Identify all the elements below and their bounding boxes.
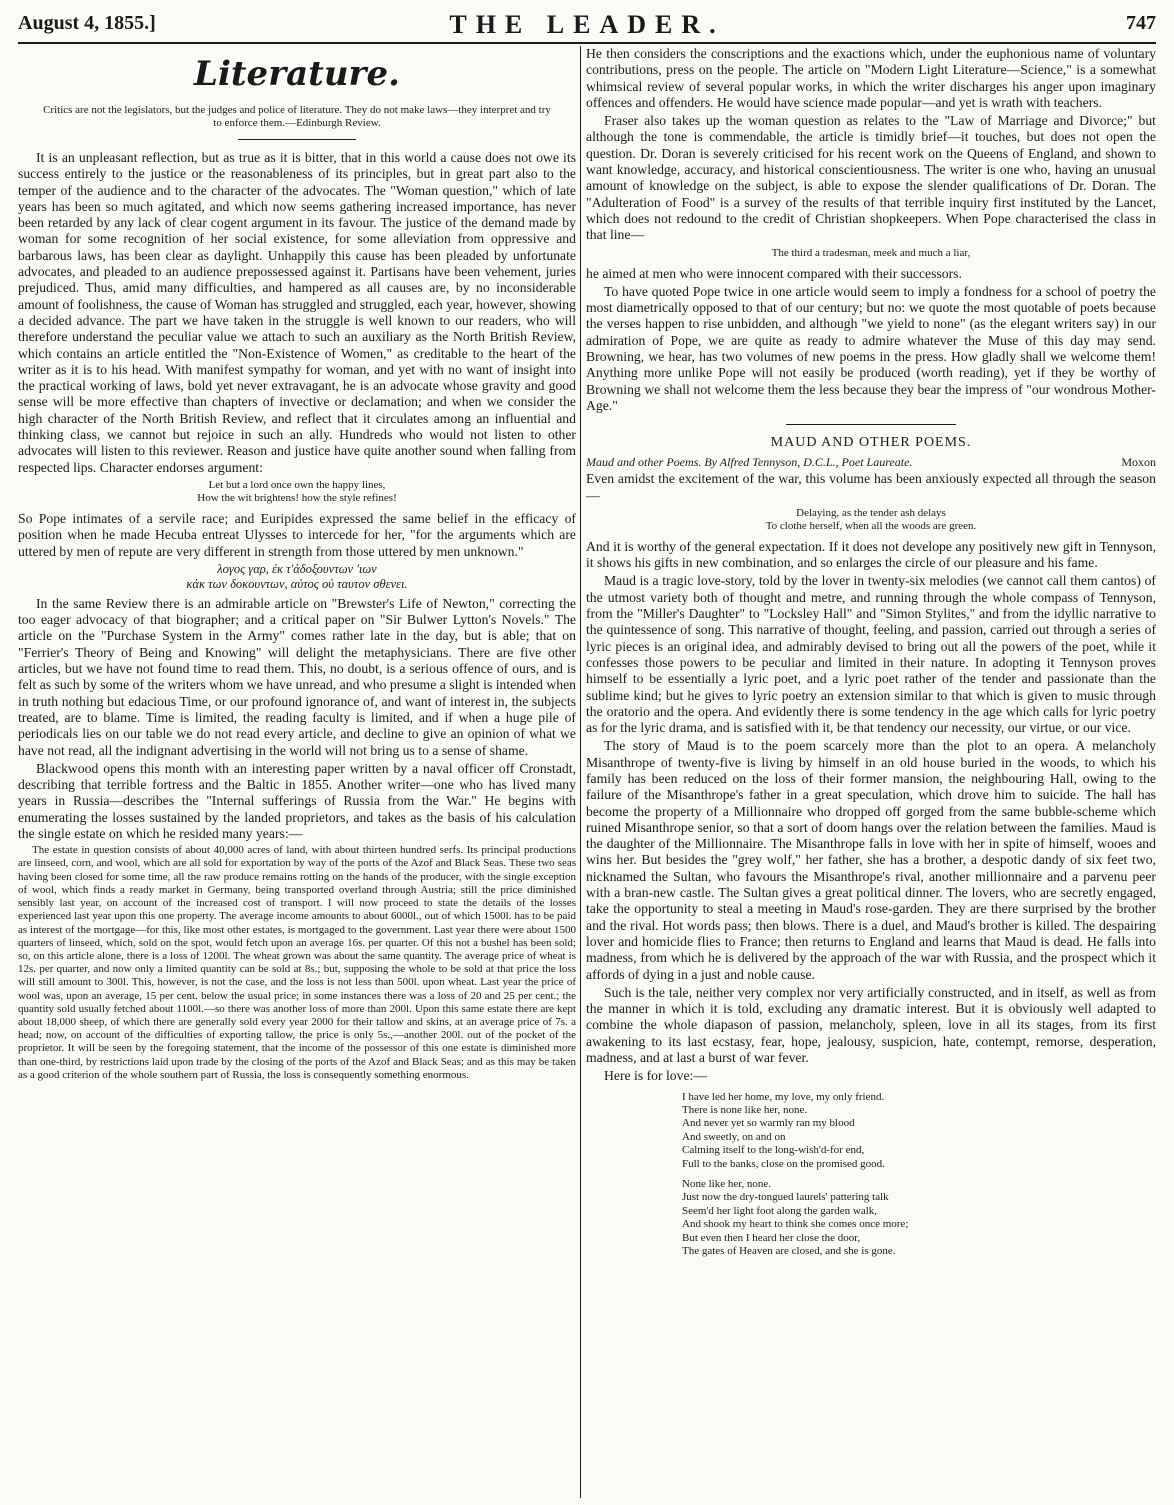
poem-line: None like her, none. (682, 1178, 772, 1191)
poem-line: Seem'd her light foot along the garden walk, (682, 1204, 878, 1217)
bibliographic-line (586, 455, 1156, 469)
poem-extract (682, 1091, 1156, 1259)
section-heading: Literature. (194, 54, 400, 94)
poem-line: I have led her home, my love, my only friend. (682, 1090, 885, 1103)
review-title: MAUD AND OTHER POEMS. (770, 435, 972, 451)
greek-line: λογος γαρ, ἐκ τ'ἀδοξουντων 'ιων (217, 561, 377, 576)
paragraph: He then considers the conscriptions and the exactions which, under the euphonious name of voluntary contributions, press on the people. The article on "Modern Light Literature—Science," is a somewhat whimsical review of several popular works, in which the writer discharges his anger upon imaginary offences and offenders. He would have science made popular—and yet is wrath with teachers. (586, 46, 1156, 110)
paragraph: In the same Review there is an admirable article on "Brewster's Life of Newton," correcting the too eager advocacy of that biographer; and a critical paper on "Sir Bulwer Lytton's Novels." The article on the "Purchase System in the Army" comes rather late in the day, but is able; that on "Ferrier's Theory of Being and Knowing" will delight the metaphysicians. There are five other articles, but we have not found time to read them. This, no doubt, is a serious offence of ours, and is felt as such by some of the writers whom we have unread, and who presume a slight is intended when in truth nothing but edacious Time, or our profound ignorance of, and want of interest in, the subjects treated, are to blame. Time is limited, the reading faculty is limited, and if when a huge pile of periodicals lies on our table we do not read every article, and decline to give an opinion of what we have not read, all the indignant advertising in the world will not bring us to a sense of shame. (18, 595, 576, 758)
verse-quote (18, 479, 576, 505)
book-citation: Maud and other Poems. By Alfred Tennyson, D.C.L., Poet Laureate. (586, 455, 913, 470)
page-number: 747 (1126, 12, 1156, 34)
poem-line: But even then I heard her close the door, (682, 1231, 861, 1244)
poem-line: There is none like her, none. (682, 1104, 808, 1117)
paragraph: he aimed at men who were innocent compared with their successors. (586, 265, 962, 281)
poem-line: And shook my heart to think she comes once more; (682, 1218, 909, 1231)
paragraph: So Pope intimates of a servile race; and Euripides expressed the same belief in the efficacy of position when he made Hecuba entreat Ulysses to intercede for her, "for the arguments which are uttered by men of repute are very different in strength from those uttered by men unknown." (18, 510, 576, 559)
extract-paragraph: The estate in question consists of about 40,000 acres of land, with about thirteen hundred serfs. Its principal productions are linseed, corn, and wool, which are all sold for exportation by way of the ports of the Azof and Black Seas. These two seas having been closed for some time, all the raw produce remains rotting on the hands of the producer, with the single exception of wool, which finds a ready market in Germany, being transported overland through Austria; still the price diminished sensibly last year, on account of the increased cost of transport. I will now proceed to state the details of the losses experienced last year upon this one property. The average income amounts to about 6000l., out of which 1500l. has to be paid as interest of the mortgage—for this, like most other estates, is mortgaged to the government. Last year there were about 1500 quarters of linseed, which, sold on the spot, would fetch upon an average 16s. per quarter. Of this not a bushel has been sold; so, on this article alone, there is a loss of 1200l. The wheat grown was about the same quantity. The average price of wheat is 12s. per quarter, and now only a limited quantity can be sold at 8s.; but, supposing the whole to be sold at that price the loss will still amount to 300l. This, however, is not the case, and the loss is not less than 500l. upon wheat. Last year the price of wool was, upon an average, 15 per cent. below the usual price; in some instances there was a loss of 20 and 25 per cent.; the quantity sold usually fetched about 1100l.—so there was another loss of more than 200l. Upon this same estate there are kept about 18,000 sheep, of which there are generally sold every year 2000 for their tallow and skins, at an average price of 7s. a head; now, on account of the difficulties of exporting tallow, the price is only 5s.,—another 200l. out of the pocket of the proprietor. It will be seen by the foregoing statement, that the income of the possessor of this one estate is diminished more than one-third, by restrictions laid upon trade by the closing of the ports of the Azof and Black Seas; and as this may be taken as a good criterion of the whole southern part of Russia, the loss is consequently something enormous. (18, 844, 576, 1081)
paragraph: It is an unpleasant reflection, but as true as it is bitter, that in this world a cause does not owe its success entirely to the justice or the reasonableness of its principles, but in great part also to the temper of the audience and to the character of the advocates. The "Woman question," which of late years has been so much agitated, and which now seems gathering increased importance, has never been retarded by any lack of clear cogent argument in its favour. The justice of the demand made by woman for some recognition of her social existence, for some alleviation from oppressive and barbarous laws, has been clear as daylight. Unhappily this cause has been pleaded by unfortunate advocates, and pleaded to an audience prepossessed against it. Partisans have been vehement, juries prejudiced. Thus, amid many difficulties, and hampered as all causes are, by no inconsiderable amount of foolishness, the cause of Woman has struggled and struggled, each year, however, showing a decided advance. The part we have taken in the struggle is well known to our readers, who will therefore understand the peculiar value we attach to such an auxiliary as the North British Review, which contains an article entitled the "Non-Existence of Women," as creditable to the heart of the writer as it is to his head. With manifest sympathy for woman, and yet with no want of insight into the practical working of laws, bold yet never extravagant, he is an advocate whose gravity and good sense will be more effective than chapters of invective or declamation; and when we consider the high character of the North British Review, and reflect that it circulates among an influential and thinking class, we cannot but rejoice in such an ally. Hundreds who would not listen to other advocates will listen to this reviewer. Reason and justice have quite another sound when falling from respected lips. Character endorses argument: (18, 150, 576, 475)
poem-line: Full to the banks, close on the promised good. (682, 1157, 885, 1170)
paragraph: Here is for love:— (604, 1068, 708, 1084)
verse-line: Let but a lord once own the happy lines, (208, 478, 386, 491)
verse-quote (586, 507, 1156, 533)
paragraph: Blackwood opens this month with an interesting paper written by a naval officer off Cronstadt, describing that terrible fortress and the Baltic in 1855. Another writer—one who has lived many years in Russia—describes the "Internal sufferings of Russia from the War." He begins with enumerating the losses sustained by the landed proprietors, and takes as the basis of his calculation the single estate on which he resided many years:— (18, 760, 576, 841)
verse-line: To clothe herself, when all the woods are green. (765, 519, 977, 532)
right-column (586, 46, 1156, 1496)
verse-line: How the wit brightens! how the style refines! (197, 491, 397, 504)
issue-date: August 4, 1855.] (18, 12, 156, 34)
paragraph: Even amidst the excitement of the war, this volume has been anxiously expected all through the season— (586, 471, 1156, 503)
motto: Critics are not the legislators, but the judges and police of literature. They do not make laws—they interpret and try to enforce them.—Edinburgh Review. (43, 104, 551, 129)
greek-quote (18, 562, 576, 592)
poem-line: Just now the dry-tongued laurels' pattering talk (682, 1191, 889, 1204)
divider (238, 139, 356, 140)
paragraph: To have quoted Pope twice in one article would seem to imply a fondness for a school of poetry the most diametrically opposed to that of our century; but no: we quote the most quotable of poets because the verses happen to rise unbidden, and although "we yield to none" (as the elegant writers say) in our admiration of Pope, we are quite as ready to admire whatever the Muse of this day may send. Browning, we hear, has two volumes of new poems in the press. How gladly shall we welcome them! Anything more unlike Pope will not easily be produced (worth reading), yet if they be worthy of Browning we shall not welcome them the less because they bear the impress of "our wondrous Mother-Age." (586, 283, 1156, 413)
page-header (18, 6, 1156, 44)
extract-quote (18, 844, 576, 1082)
verse-quote: The third a tradesman, meek and much a liar, (771, 246, 971, 259)
paragraph: Such is the tale, neither very complex nor very artificially constructed, and in itself, as well as from the manner in which it is told, excluding any dramatic interest. But it is obviously well adapted to combine the whole diapason of passion, melancholy, spleen, love in all its stages, from its first awakening to its last ecstasy, fear, hope, jealousy, suspicion, hate, contempt, remorse, desperation, madness, and at last a burst of war fever. (586, 984, 1156, 1066)
paragraph: Maud is a tragic love-story, told by the lover in twenty-six melodies (we cannot call them cantos) of the utmost variety both of thought and metre, and running through the whole compass of Tennyson, from the "Miller's Daughter" to "Locksley Hall" and "Simon Stylites," and from the idyllic narrative to the quintessence of song. This narrative of thought, feeling, and passion, carried out through a series of lyric pieces is an original idea, and admirably devised to bring out all the powers of the poet, while it confesses those powers to be peculiar and limited in their nature. In adopting it Tennyson proves himself to be essentially a lyric poet, and a lyric poet rather of the tender and passionate than the sublime kind; but he gives to lyric poetry an extension similar to that which is given to music through the oratorio and the opera. And evidently there is some tendency in the age which calls for lyric poetry as for the lyric drama, and is satisfied with it, be that tendency our necessity, our virtue, or our vice. (586, 573, 1156, 736)
paragraph: And it is worthy of the general expectation. If it does not develope any positively new gift in Tennyson, it shows his gifts in new combination, and so enlarges the circle of our pleasure and his fame. (586, 538, 1156, 571)
poem-line: And sweetly, on and on (682, 1130, 786, 1143)
left-column (18, 46, 576, 1496)
poem-line: And never yet so warmly ran my blood (682, 1117, 855, 1130)
publisher: Moxon (1121, 455, 1156, 470)
masthead-title: THE LEADER. (449, 10, 725, 39)
greek-line: κἀκ των δοκουντων, αὐτος οὐ ταυτον σθενει. (186, 576, 408, 591)
column-rule (580, 46, 581, 1498)
poem-line: Calming itself to the long-wish'd-for end, (682, 1144, 865, 1157)
verse-line: Delaying, as the tender ash delays (796, 506, 946, 519)
stanza-break (682, 1171, 1156, 1178)
paragraph: The story of Maud is to the poem scarcely more than the plot to an opera. A melancholy Misanthrope of twenty-five is living by himself in an old house buried in the woods, to which his family has been reduced on the loss of their former mansion, the neighbouring Hall, owing to the failure of the Misanthrope's father in a great speculation, which drove him to suicide. The hall has become the property of a Millionnaire who dropped off gorged from the same bubble-scheme which ruined Misanthrope senior, so that a sort of doom hangs over the relation between the families. Maud is the daughter of the Millionnaire. The Misanthrope falls in love with her in spite of himself, wooes and wins her. But besides the "grey wolf," her father, she has a brother, a despotic dandy of six feet two, nicknamed the Sultan, who favours the Misanthrope's rival, another millionnaire and a parvenu peer with a bran-new castle. The Sultan gives a great political dinner. The lovers, who are secretly engaged, take the opportunity to steal a meeting in Maud's rose-garden. They are there surprised by the brother and the rival. Hot words pass; then blows. There is a duel, and Maud's brother is killed. The despairing lover and homicide flies to France; then returns to England and learns that Maud is dead. He falls into madness, from which he is delivered by the approach of the war with Russia, and the prospect which it affords of dying in a just and noble cause. (586, 738, 1156, 982)
paragraph: Fraser also takes up the woman question as relates to the "Law of Marriage and Divorce;" but although the tone is commendable, the article is timidly brief—it touches, but does not open the question. Dr. Doran is severely criticised for his recent work on the Queens of England, and shown to want knowledge, accuracy, and historical conscientiousness. The writer is one who, having an unusual amount of knowledge on the subject, is able to expose the slender qualifications of Dr. Doran. The "Adulteration of Food" is a survey of the results of that terrible inquiry first instituted by the Lancet, which does not redound to the credit of Christian shopkeepers. When Pope characterised the class in that line— (586, 113, 1156, 243)
poem-line: The gates of Heaven are closed, and she is gone. (682, 1245, 896, 1258)
divider (786, 424, 956, 425)
